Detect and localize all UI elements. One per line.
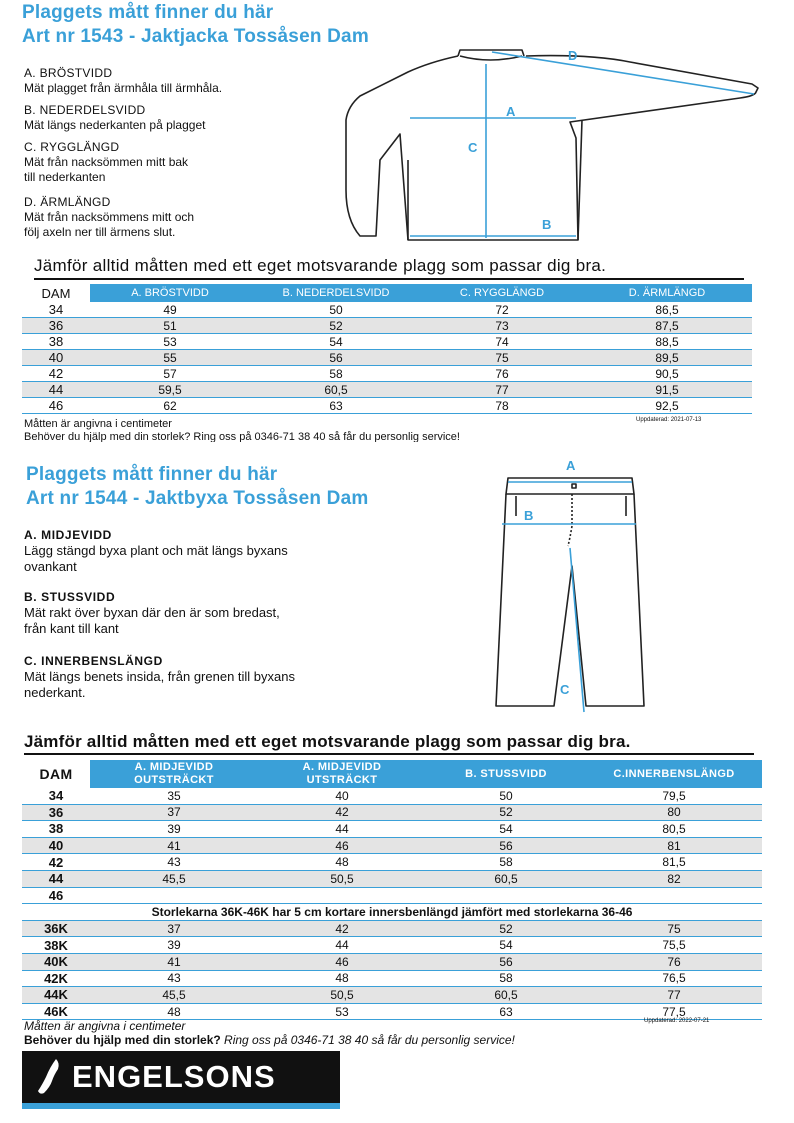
value-cell: 86,5 (582, 302, 752, 318)
value-cell: 43 (90, 970, 258, 987)
value-cell: 52 (426, 804, 586, 821)
value-cell: 81,5 (586, 854, 762, 871)
measure-a-head: A. BRÖSTVIDD (24, 66, 113, 80)
measure-a-desc: Mät plagget från ärmhåla till ärmhåla. (24, 81, 223, 95)
brand-name: ENGELSONS (72, 1059, 276, 1094)
pants-title-1: Plaggets mått finner du här (26, 464, 278, 485)
size-cell: 38K (22, 937, 90, 954)
measure-innerben-desc: Mät längs benets insida, från grenen till byxans (24, 669, 295, 684)
size-cell: 44 (22, 382, 90, 398)
table-row (22, 302, 752, 318)
jacket-title-2: Art nr 1543 - Jaktjacka Tossåsen Dam (22, 26, 369, 47)
value-cell: 58 (426, 854, 586, 871)
measure-c-desc: Mät från nacksömmen mitt bak (24, 155, 189, 169)
value-cell: 62 (90, 398, 250, 414)
value-cell: 44 (258, 937, 426, 954)
pants-note-help-bold: Behöver du hjälp med din storlek? (24, 1033, 221, 1047)
header-midjevidd-utstr: A. MIDJEVIDD UTSTRÄCKT (258, 760, 426, 788)
pants-note-cm: Måtten är angivna i centimeter (24, 1019, 186, 1033)
header-innerbenslangd: C.INNERBENSLÄNGD (586, 760, 762, 788)
value-cell: 53 (90, 334, 250, 350)
pants-title-2: Art nr 1544 - Jaktbyxa Tossåsen Dam (26, 488, 369, 509)
size-cell: 46 (22, 398, 90, 414)
size-cell: 36 (22, 804, 90, 821)
value-cell: 54 (426, 821, 586, 838)
table-note-row (22, 904, 762, 921)
measure-innerben-desc-2: nederkant. (24, 685, 86, 700)
measure-midjevidd-desc-2: ovankant (24, 559, 77, 574)
sweden-map-icon (30, 1057, 70, 1097)
engelsons-logo (22, 1051, 340, 1109)
header-armlangd: D. ÄRMLÄNGD (582, 284, 752, 302)
value-cell: 48 (90, 1003, 258, 1020)
measure-midjevidd-head: A. MIDJEVIDD (24, 528, 112, 542)
value-cell: 75,5 (586, 937, 762, 954)
size-cell: 44 (22, 870, 90, 887)
table-row (22, 953, 762, 970)
measure-stussvidd-head: B. STUSSVIDD (24, 590, 116, 604)
value-cell: 59,5 (90, 382, 250, 398)
value-cell (258, 887, 426, 904)
value-cell: 73 (422, 318, 582, 334)
value-cell: 58 (250, 366, 422, 382)
measure-b-head: B. NEDERDELSVIDD (24, 103, 146, 117)
value-cell: 41 (90, 837, 258, 854)
value-cell: 55 (90, 350, 250, 366)
measure-d-head: D. ÄRMLÄNGD (24, 195, 111, 209)
pants-note-help-rest: Ring oss på 0346-71 38 40 så får du personlig service! (220, 1033, 515, 1047)
measure-midjevidd-desc: Lägg stängd byxa plant och mät längs byxans (24, 543, 288, 558)
table-row (22, 821, 762, 838)
value-cell: 50,5 (258, 870, 426, 887)
value-cell: 46 (258, 953, 426, 970)
size-cell: 38 (22, 334, 90, 350)
value-cell: 89,5 (582, 350, 752, 366)
letter-b: B (542, 217, 552, 232)
pants-size-table (22, 760, 762, 1020)
value-cell: 37 (90, 804, 258, 821)
size-cell: 36K (22, 920, 90, 937)
size-cell: 40K (22, 953, 90, 970)
table-row (22, 854, 762, 871)
value-cell: 76 (422, 366, 582, 382)
size-cell: 44K (22, 987, 90, 1004)
pants-letter-a: A (566, 458, 576, 473)
jacket-note-cm: Måtten är angivna i centimeter (24, 418, 172, 430)
value-cell: 57 (90, 366, 250, 382)
value-cell: 50 (250, 302, 422, 318)
value-cell: 60,5 (250, 382, 422, 398)
value-cell: 76,5 (586, 970, 762, 987)
table-row (22, 970, 762, 987)
jacket-measure-list (24, 66, 324, 240)
header-dam: DAM (22, 284, 90, 302)
pants-letter-b: B (524, 508, 534, 523)
value-cell: 77,5 (586, 1003, 762, 1020)
value-cell: 42 (258, 920, 426, 937)
table-row (22, 870, 762, 887)
value-cell: 56 (426, 953, 586, 970)
value-cell: 82 (586, 870, 762, 887)
table-row (22, 398, 752, 414)
value-cell: 45,5 (90, 870, 258, 887)
size-cell: 34 (22, 302, 90, 318)
letter-d: D (568, 48, 578, 63)
letter-a: A (506, 104, 516, 119)
value-cell: 58 (426, 970, 586, 987)
value-cell: 51 (90, 318, 250, 334)
table-row (22, 334, 752, 350)
value-cell: 78 (422, 398, 582, 414)
size-cell: 46 (22, 887, 90, 904)
value-cell (426, 887, 586, 904)
table-row (22, 804, 762, 821)
value-cell: 63 (250, 398, 422, 414)
size-cell: 42 (22, 366, 90, 382)
table-row (22, 937, 762, 954)
header-stussvidd: B. STUSSVIDD (426, 760, 586, 788)
measure-b-desc: Mät längs nederkanten på plagget (24, 118, 206, 132)
value-cell (90, 887, 258, 904)
header-dam-2: DAM (22, 760, 90, 788)
size-cell: 42 (22, 854, 90, 871)
value-cell: 90,5 (582, 366, 752, 382)
header-nederdelsvidd: B. NEDERDELSVIDD (250, 284, 422, 302)
pants-letter-c: C (560, 682, 570, 697)
measure-d-desc-2: följ axeln ner till ärmens slut. (24, 225, 176, 239)
size-cell: 42K (22, 970, 90, 987)
value-cell: 79,5 (586, 788, 762, 804)
value-cell: 72 (422, 302, 582, 318)
header-rygglangd: C. RYGGLÄNGD (422, 284, 582, 302)
measure-innerben-head: C. INNERBENSLÄNGD (24, 654, 163, 668)
jacket-updated: Uppdaterad: 2021-07-13 (636, 417, 702, 423)
jacket-size-table (22, 284, 752, 414)
size-cell: 34 (22, 788, 90, 804)
pants-compare-text: Jämför alltid måtten med ett eget motsvarande plagg som passar dig bra. (24, 732, 631, 751)
value-cell: 45,5 (90, 987, 258, 1004)
measure-c-head: C. RYGGLÄNGD (24, 140, 120, 154)
value-cell: 92,5 (582, 398, 752, 414)
value-cell: 53 (258, 1003, 426, 1020)
jacket-rule (34, 278, 744, 280)
value-cell: 77 (422, 382, 582, 398)
value-cell: 76 (586, 953, 762, 970)
value-cell: 56 (250, 350, 422, 366)
jacket-table-header (22, 284, 752, 302)
value-cell: 80 (586, 804, 762, 821)
value-cell (586, 887, 762, 904)
value-cell: 54 (250, 334, 422, 350)
value-cell: 91,5 (582, 382, 752, 398)
pants-note-help (24, 1033, 560, 1047)
value-cell: 52 (250, 318, 422, 334)
measure-d-line (492, 48, 754, 94)
header-brostvidd: A. BRÖSTVIDD (90, 284, 250, 302)
value-cell: 48 (258, 970, 426, 987)
value-cell: 56 (426, 837, 586, 854)
table-row (22, 366, 752, 382)
value-cell: 81 (586, 837, 762, 854)
value-cell: 60,5 (426, 987, 586, 1004)
value-cell: 50 (426, 788, 586, 804)
value-cell: 74 (422, 334, 582, 350)
value-cell: 44 (258, 821, 426, 838)
value-cell: 54 (426, 937, 586, 954)
value-cell: 39 (90, 937, 258, 954)
jacket-compare-text: Jämför alltid måtten med ett eget motsvarande plagg som passar dig bra. (34, 256, 607, 275)
pants-rule (24, 753, 754, 755)
table-row (22, 382, 752, 398)
size-cell: 40 (22, 837, 90, 854)
value-cell: 46 (258, 837, 426, 854)
size-cell: 40 (22, 350, 90, 366)
table-row (22, 788, 762, 804)
value-cell: 35 (90, 788, 258, 804)
table-row (22, 318, 752, 334)
measure-innerben-line (570, 548, 584, 712)
letter-c: C (468, 140, 478, 155)
size-k-note: Storlekarna 36K-46K har 5 cm kortare innersbenlängd jämfört med storlekarna 36-46 (22, 904, 762, 921)
value-cell: 40 (258, 788, 426, 804)
table-row (22, 920, 762, 937)
value-cell: 43 (90, 854, 258, 871)
value-cell: 80,5 (586, 821, 762, 838)
table-row (22, 837, 762, 854)
pants-table-header (22, 760, 762, 788)
value-cell: 88,5 (582, 334, 752, 350)
table-row (22, 887, 762, 904)
jacket-diagram (330, 40, 770, 250)
value-cell: 50,5 (258, 987, 426, 1004)
value-cell: 48 (258, 854, 426, 871)
measure-stussvidd-desc: Mät rakt över byxan där den är som bredast, (24, 605, 280, 620)
value-cell: 52 (426, 920, 586, 937)
size-cell: 46K (22, 1003, 90, 1020)
size-cell: 36 (22, 318, 90, 334)
measure-d-desc: Mät från nacksömmens mitt och (24, 210, 195, 224)
table-row (22, 987, 762, 1004)
header-midjevidd-out: A. MIDJEVIDD OUTSTRÄCKT (90, 760, 258, 788)
value-cell: 49 (90, 302, 250, 318)
pants-diagram (486, 456, 656, 720)
value-cell: 75 (422, 350, 582, 366)
value-cell: 75 (586, 920, 762, 937)
measure-c-desc-2: till nederkanten (24, 170, 106, 184)
value-cell: 60,5 (426, 870, 586, 887)
value-cell: 87,5 (582, 318, 752, 334)
value-cell: 77 (586, 987, 762, 1004)
value-cell: 42 (258, 804, 426, 821)
value-cell: 37 (90, 920, 258, 937)
jacket-title-1: Plaggets mått finner du här (22, 2, 274, 23)
value-cell: 39 (90, 821, 258, 838)
table-row (22, 350, 752, 366)
pants-measure-list (24, 528, 354, 701)
value-cell: 63 (426, 1003, 586, 1020)
value-cell: 41 (90, 953, 258, 970)
measure-stussvidd-desc-2: från kant till kant (24, 621, 119, 636)
pants-updated: Uppdaterad: 2022-07-21 (644, 1018, 710, 1024)
size-cell: 38 (22, 821, 90, 838)
jacket-note-help: Behöver du hjälp med din storlek? Ring oss på 0346-71 38 40 så får du personlig service! (24, 431, 460, 442)
